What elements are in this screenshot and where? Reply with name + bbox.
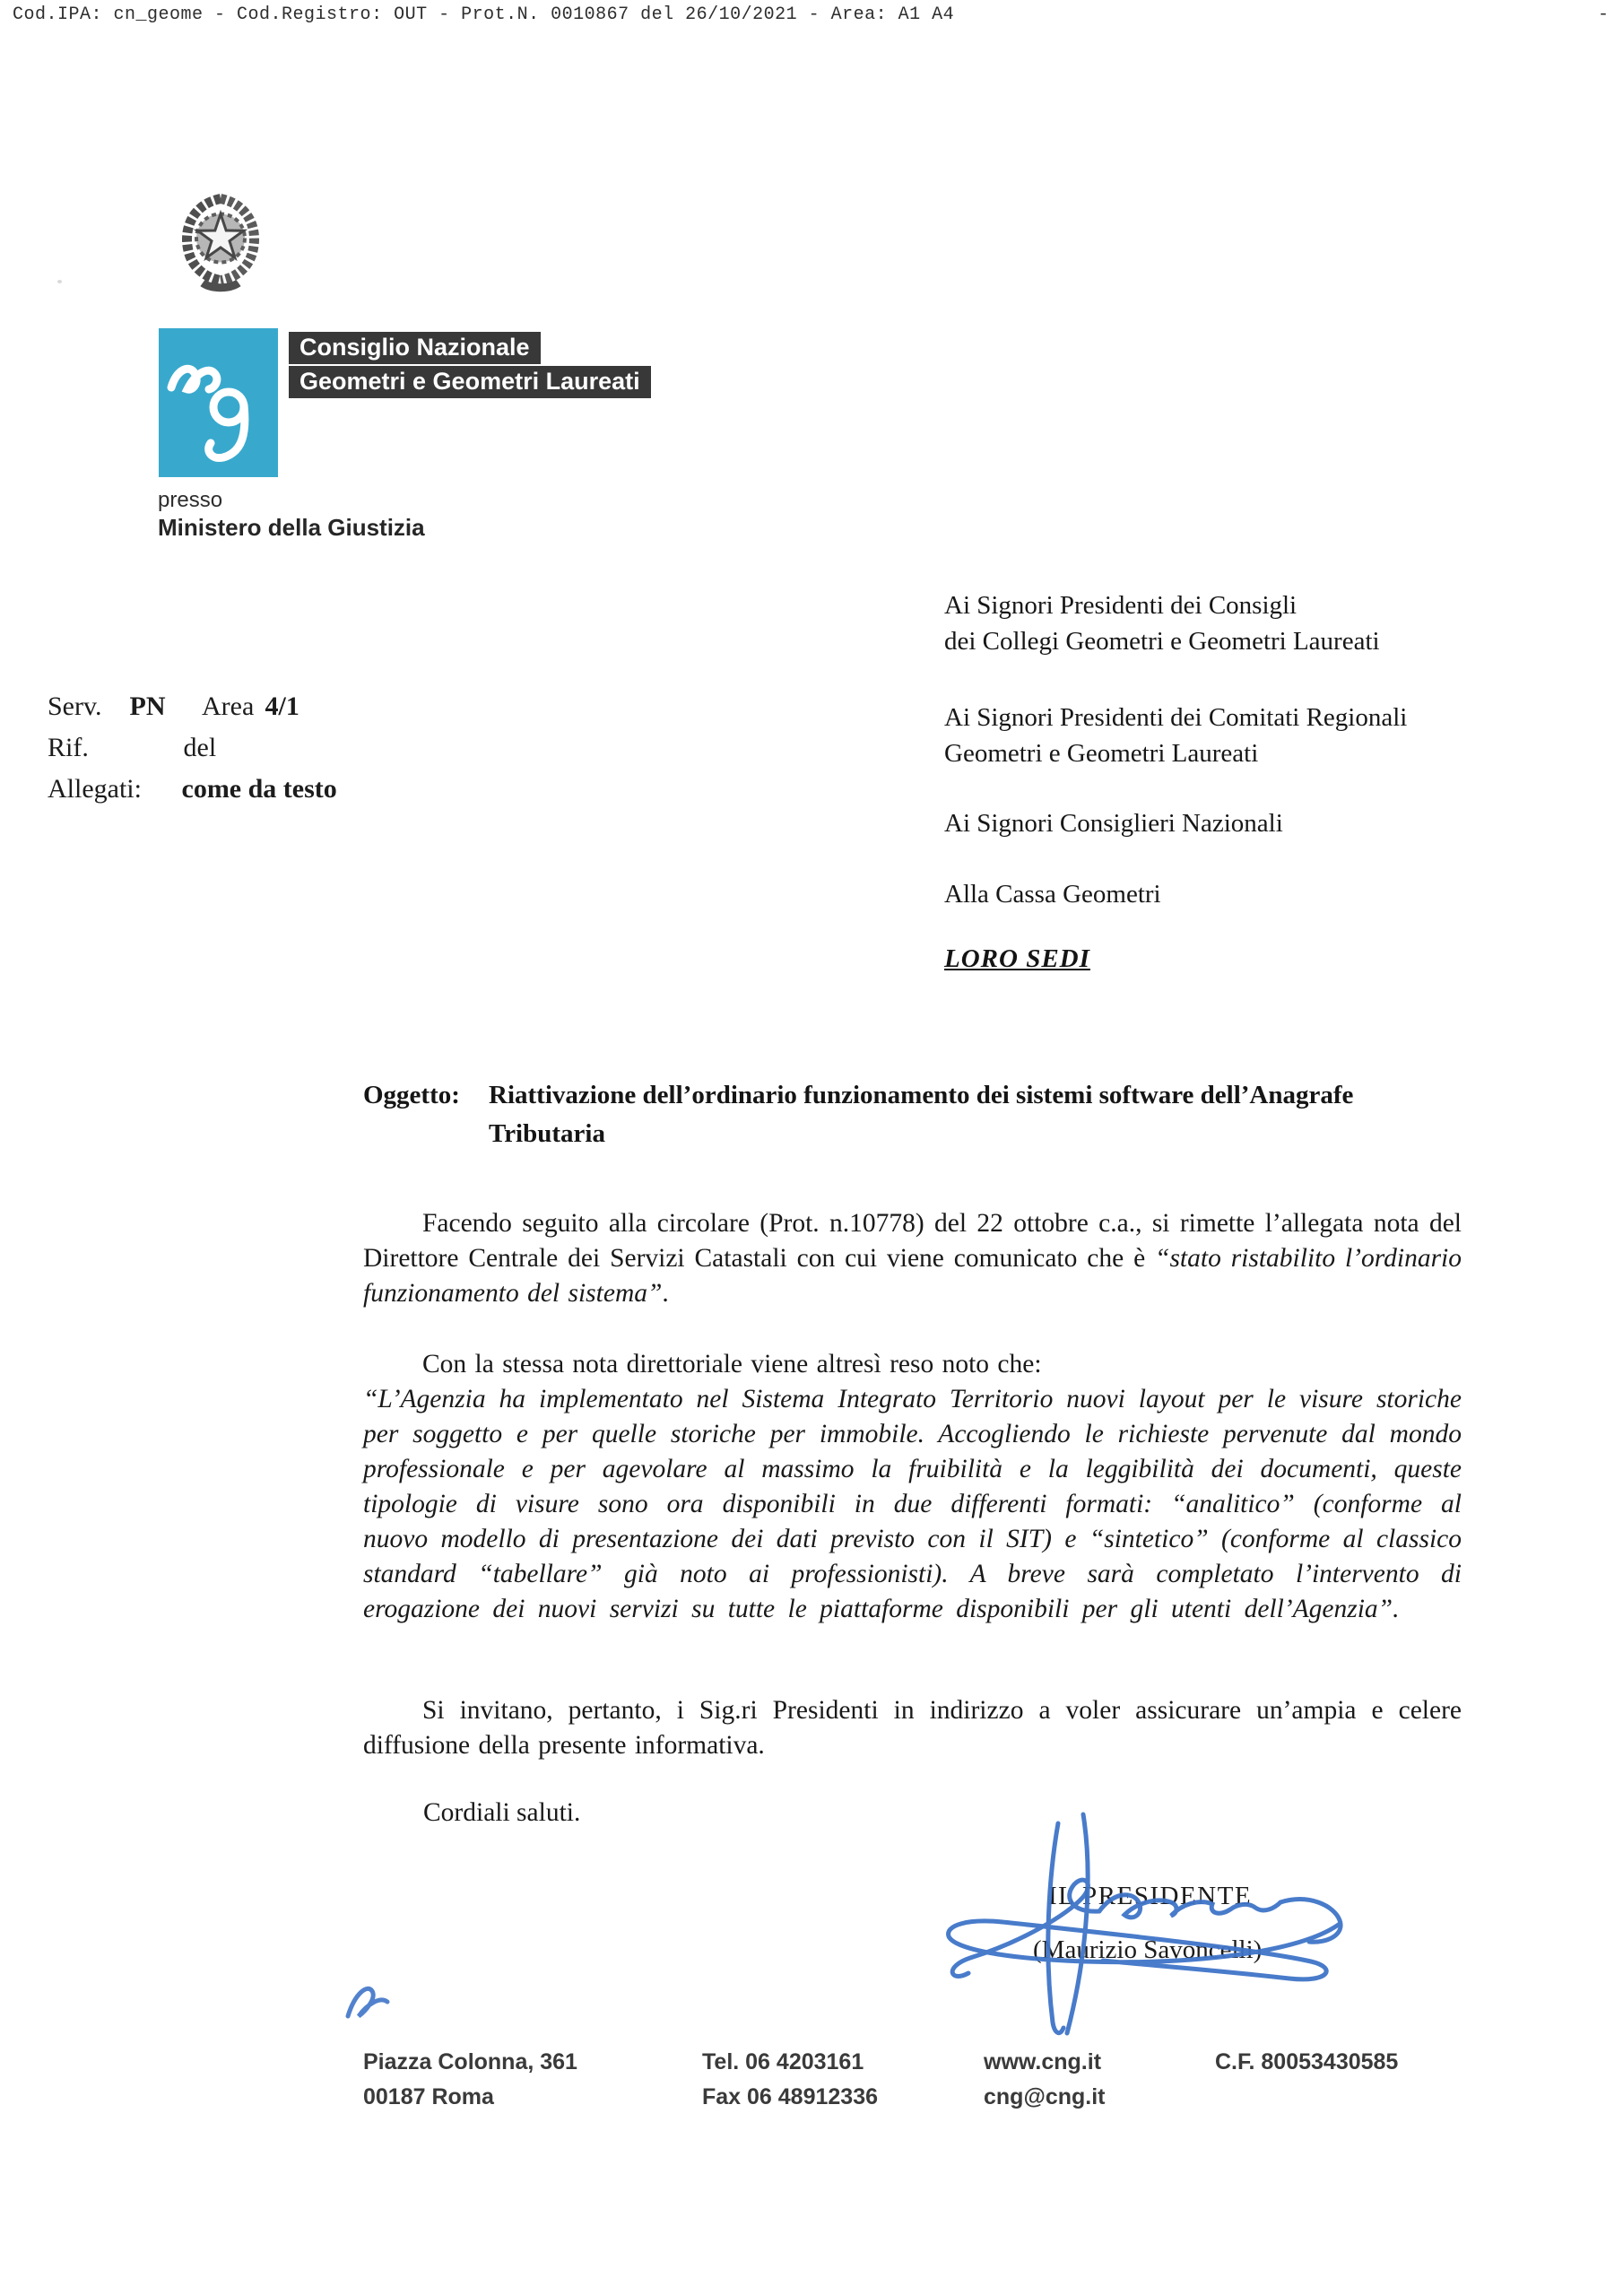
- recipient-group-4: Alla Cassa Geometri: [944, 880, 1161, 909]
- reference-block: [48, 686, 337, 810]
- recipient-line: Ai Signori Presidenti dei Consigli: [944, 591, 1298, 620]
- org-name-block: [289, 332, 651, 400]
- presso-label: presso: [158, 488, 223, 512]
- footer-fiscal-code: C.F. 80053430585: [1215, 2049, 1399, 2074]
- footer-address: [363, 2045, 577, 2115]
- footer-tel: Tel. 06 4203161: [702, 2049, 864, 2074]
- ministry-name: Ministero della Giustizia: [158, 514, 425, 541]
- paragraph-1-period: .: [662, 1279, 669, 1308]
- recipient-group-1: [944, 587, 1380, 659]
- rif-label: Rif.: [48, 733, 89, 762]
- area-value: 4/1: [265, 691, 299, 721]
- allegati-value: come da testo: [181, 774, 337, 804]
- footer-address-line1: Piazza Colonna, 361: [363, 2049, 577, 2074]
- footer-web: [984, 2045, 1106, 2115]
- org-name-line2: Geometri e Geometri Laureati: [289, 366, 651, 398]
- org-name-line1: Consiglio Nazionale: [289, 332, 541, 364]
- subject-block: [363, 1076, 1457, 1153]
- allegati-label: Allegati:: [48, 774, 142, 804]
- closing-salutation: Cordiali saluti.: [423, 1798, 581, 1827]
- protocol-header-dash: -: [1598, 4, 1610, 25]
- signer-title: IL PRESIDENTE: [1048, 1882, 1253, 1910]
- recipient-line: dei Collegi Geometri e Geometri Laureati: [944, 627, 1380, 656]
- subject-label: Oggetto:: [363, 1081, 460, 1109]
- serv-value: PN: [129, 691, 166, 721]
- signer-name: (Maurizio Savoncelli): [1033, 1935, 1263, 1964]
- paragraph-1-text: Facendo seguito alla circolare (Prot. n.10778) del 22 ottobre c.a., si rimette l’allegata nota del Direttore Centrale dei Servizi Catastali con cui viene comunicato che è: [363, 1209, 1462, 1273]
- paraph-ink: [339, 1973, 402, 2027]
- footer-fax: Fax 06 48912336: [702, 2084, 879, 2109]
- cng-logo-icon: [159, 328, 278, 477]
- recipient-line: Geometri e Geometri Laureati: [944, 739, 1259, 768]
- paragraph-1-quote: “stato ristabilito l’ordinario funzionamento del sistema”: [363, 1244, 1462, 1308]
- footer-phone: [702, 2045, 878, 2115]
- rif-del: del: [183, 733, 217, 762]
- recipient-line: Ai Signori Presidenti dei Comitati Regionali: [944, 703, 1408, 732]
- footer-email: cng@cng.it: [984, 2084, 1106, 2109]
- paragraph-1: [363, 1206, 1462, 1311]
- serv-label: Serv.: [48, 691, 102, 721]
- ministry-block: [158, 487, 425, 542]
- recipient-group-2: [944, 700, 1407, 771]
- footer-address-line2: 00187 Roma: [363, 2084, 494, 2109]
- serv-line: [48, 686, 337, 727]
- protocol-header-line: Cod.IPA: cn_geome - Cod.Registro: OUT - Prot.N. 0010867 del 26/10/2021 - Area: A1 A4: [13, 4, 955, 25]
- subject-text: Riattivazione dell’ordinario funzionamento dei sistemi software dell’Anagrafe Tributaria: [489, 1081, 1354, 1148]
- area-label: Area: [202, 691, 255, 721]
- italian-republic-emblem-icon: [176, 190, 265, 296]
- footer-website: www.cng.it: [984, 2049, 1102, 2074]
- scan-artifact: [57, 280, 62, 283]
- recipient-group-3: Ai Signori Consiglieri Nazionali: [944, 809, 1283, 838]
- quoted-note-paragraph: “L’Agenzia ha implementato nel Sistema Integrato Territorio nuovi layout per le visure storiche per soggetto e per quelle storiche per immobile. Accogliendo le richieste pervenute dal mondo professionale e per agevolare al massimo la fruibilità e la leggibilità dei documenti, queste tipologie di visure sono ora disponibili in due differenti formati: “analitico” (conforme al nuovo modello di presentazione dei dati previsto con il SIT) e “sintetico” (conforme al classico standard “tabellare” già noto ai professionisti). A breve sarà completato l’intervento di erogazione dei nuovi servizi su tutte le piattaforme disponibili per gli utenti dell’Agenzia”.: [363, 1385, 1462, 1623]
- allegati-line: [48, 769, 337, 810]
- paragraph-2-intro: Con la stessa nota direttoriale viene altresì reso noto che:: [422, 1350, 1042, 1378]
- paragraph-3: Si invitano, pertanto, i Sig.ri Presidenti in indirizzo a voler assicurare un’ampia e celere diffusione della presente informativa.: [363, 1696, 1462, 1760]
- rif-line: [48, 727, 337, 769]
- loro-sedi-label: LORO SEDI: [944, 944, 1090, 973]
